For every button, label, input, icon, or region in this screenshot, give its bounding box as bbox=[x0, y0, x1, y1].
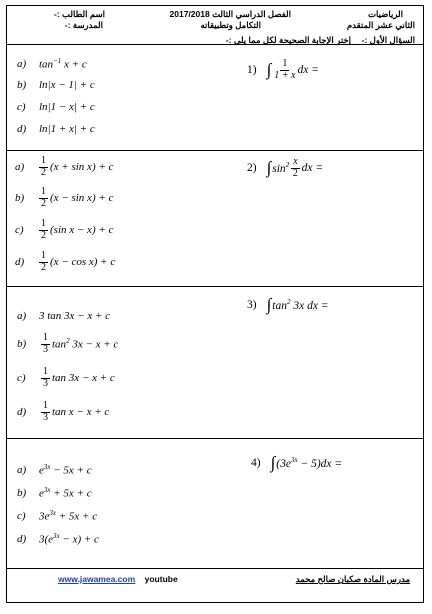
option-label: a) bbox=[17, 310, 27, 322]
option-label: b) bbox=[17, 486, 27, 499]
question-4 bbox=[7, 438, 423, 569]
grade-label: الثاني عشر المتقدم bbox=[346, 20, 415, 30]
option-label: b) bbox=[17, 338, 27, 350]
q2-option-c[interactable]: c) $\frac{1}{2}$ (sin x − x) + c bbox=[15, 218, 114, 241]
footer-divider bbox=[7, 568, 423, 569]
teacher-name: مدرس المادة صكبان صالح محمد bbox=[295, 574, 410, 584]
option-label: c) bbox=[17, 101, 26, 113]
subject-label: الرياضيات bbox=[368, 9, 403, 19]
question-3 bbox=[7, 286, 423, 439]
q2-option-d[interactable]: d) $\frac{1}{2}$ (x − cos x) + c bbox=[15, 250, 116, 273]
q1-option-b[interactable]: b) ln|x − 1| + c bbox=[17, 79, 95, 91]
q3-option-b[interactable]: b) $\frac{1}{3}$ $\tan^2 3x - x + c$ bbox=[17, 332, 119, 355]
option-label: a) bbox=[15, 161, 25, 173]
option-label: c) bbox=[17, 509, 26, 522]
q2-prompt: 2) ∫ $\sin^2$ $\frac{x}{2}$ dx = bbox=[247, 156, 324, 179]
option-label: d) bbox=[17, 406, 27, 418]
option-label: d) bbox=[17, 123, 27, 135]
website-link[interactable]: www.jawamea.com bbox=[58, 574, 136, 584]
option-label: c) bbox=[17, 372, 26, 384]
option-label: a) bbox=[17, 57, 27, 70]
q4-prompt: 4) ∫ $(3e^{3x} - 5)dx$ = bbox=[251, 453, 343, 472]
option-label: c) bbox=[15, 224, 24, 236]
question-1 bbox=[7, 44, 423, 151]
q2-option-a[interactable]: a) $\frac{1}{2}$ (x + sin x) + c bbox=[15, 155, 114, 178]
q2-option-b[interactable]: b) $\frac{1}{2}$ (x − sin x) + c bbox=[15, 186, 114, 209]
worksheet-frame bbox=[6, 5, 424, 603]
question-number: 4) bbox=[251, 457, 261, 469]
youtube-label: youtube bbox=[144, 574, 178, 584]
q3-prompt: 3) ∫ $\tan^2 3x$ dx = bbox=[247, 295, 329, 314]
q1-option-c[interactable]: c) ln|1 − x| + c bbox=[17, 101, 95, 113]
q1-option-a[interactable]: a) $\tan^{-1} x + c$ bbox=[17, 57, 87, 71]
q3-option-d[interactable]: d) $\frac{1}{3}$ tan x − x + c bbox=[17, 400, 110, 423]
q3-option-a[interactable]: a) 3 tan 3x − x + c bbox=[17, 310, 111, 322]
q4-option-d[interactable]: d) $3(e^{3x} - x) + c$ bbox=[17, 532, 99, 546]
topic-label: التكامل وتطبيقاته bbox=[200, 20, 261, 30]
question-heading: السؤال الأول :- bbox=[361, 35, 415, 45]
q4-option-a[interactable]: a) $e^{3x} - 5x + c$ bbox=[17, 463, 92, 477]
q4-option-c[interactable]: c) $3e^{3x} + 5x + c$ bbox=[17, 509, 98, 523]
q4-option-b[interactable]: b) $e^{3x} + 5x + c$ bbox=[17, 486, 92, 500]
question-number: 2) bbox=[247, 162, 257, 174]
question-number: 3) bbox=[247, 299, 257, 311]
option-label: d) bbox=[17, 532, 27, 545]
option-label: a) bbox=[17, 463, 27, 476]
q1-prompt: 1) ∫ $\frac{1}{1 + x}$ dx = bbox=[247, 58, 319, 81]
student-name-label: اسم الطالب :- bbox=[54, 9, 105, 19]
term-label: الفصل الدراسي الثالث 2017/2018 bbox=[169, 9, 291, 19]
option-label: b) bbox=[17, 79, 27, 91]
instruction-text: إختر الإجابة الصحيحة لكل مما يلي :- bbox=[225, 35, 351, 45]
option-label: b) bbox=[15, 192, 25, 204]
q3-option-c[interactable]: c) $\frac{1}{3}$ tan 3x − x + c bbox=[17, 366, 115, 389]
q1-option-d[interactable]: d) ln|1 + x| + c bbox=[17, 123, 95, 135]
question-number: 1) bbox=[247, 64, 257, 76]
school-label: المدرسة :- bbox=[64, 20, 103, 30]
option-label: d) bbox=[15, 256, 25, 268]
footer-links bbox=[58, 574, 178, 584]
question-2 bbox=[7, 150, 423, 287]
